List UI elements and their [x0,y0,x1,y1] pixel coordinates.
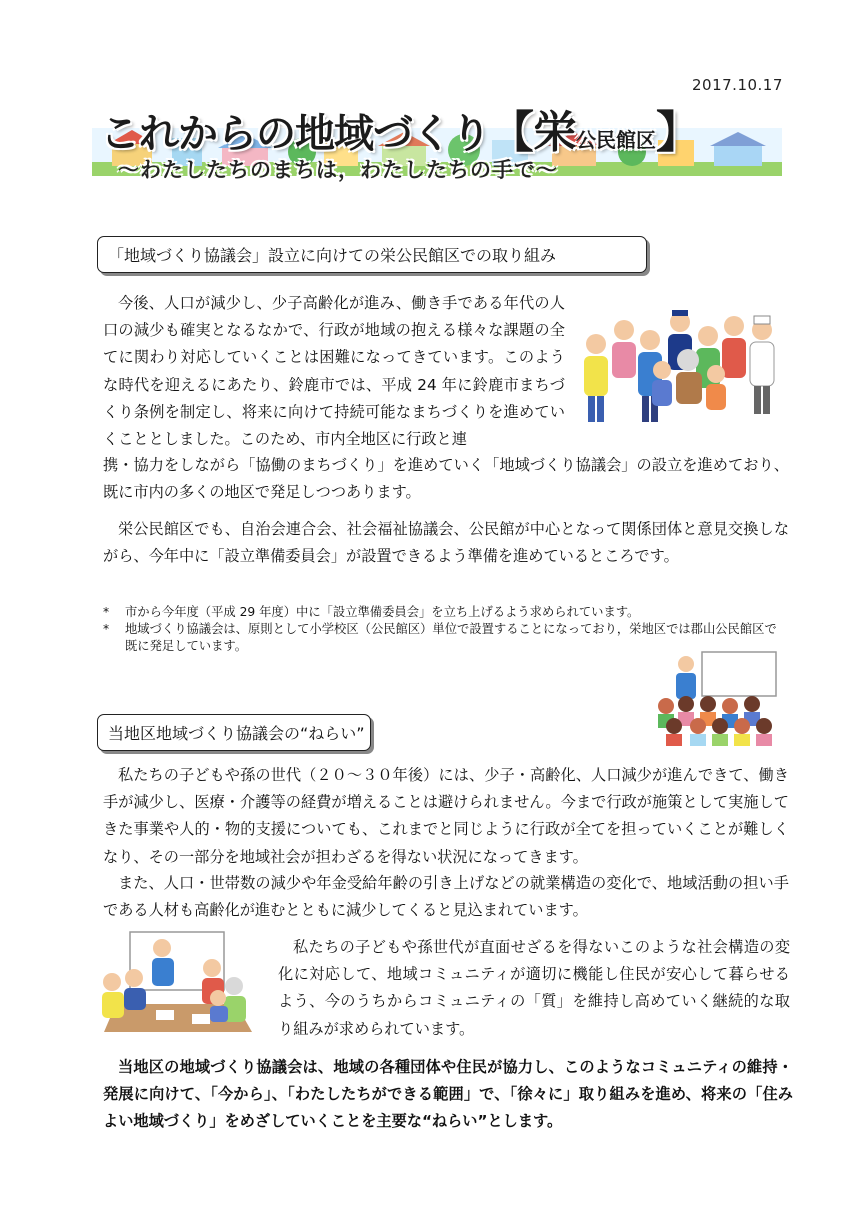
title-bracket-close: 】 [656,107,699,158]
footnotes [103,604,793,655]
title-kouminkan: 公民館区 [576,128,656,152]
title-sakae: 栄 [533,107,576,158]
footnote-mark: * [103,622,110,636]
footnote-1 [103,604,793,621]
section-heading-aim: 当地区地域づくり協議会の“ねらい” [97,714,371,751]
section1-paragraph-1: 今後、人口が減少し、少子高齢化が進み、働き手である年代の人口の減少も確実となるなかで、行政が地域の抱える様々な課題の全てに関わり対応していくことは困難になってきています。このような時代を迎えるにあたり、鈴鹿市では、平成 24 年に鈴鹿市まちづくり条例を制定し、将来に向けて持続可能なまちづくりを進めていくこととしました。このため、市内全地区に行政と連 [103,294,565,449]
footnote-text: 市から今年度（平成 29 年度）中に「設立準備委員会」を立ち上げるよう求められています。 [125,605,640,619]
section1-paragraph-1-continued: 携・協力をしながら「協働のまちづくり」を進めていく「地域づくり協議会」の設立を進めており、既に市内の多くの地区で発足しつつあります。 [103,456,789,502]
footnote-mark: * [103,605,110,619]
title-bracket-open: 【 [490,107,533,158]
footnote-text: 地域づくり協議会は、原則として小学校区（公民館区）単位で設置することになっており，栄地区では郡山公民館区で既に発足しています。 [125,622,777,653]
section2-paragraph-1: 私たちの子どもや孫の世代（２０～３０年後）には、少子・高齢化、人口減少が進んできて、働き手が減少し、医療・介護等の経費が増えることは避けられません。今まで行政が施策として実施してきた事業や人的・物的支援についても、これまでと同じように行政が全てを担っていくことが難しくなり、その一部分を地域社会が担わざるを得ない状況になってきます。 [103,766,789,866]
document-date: 2017.10.17 [692,76,783,94]
section2-paragraph-4-bold: 当地区の地域づくり協議会は、地域の各種団体や住民が協力し、このようなコミュニティの維持・発展に向けて、「今から」、「わたしたちができる範囲」で、「徐々に」取り組みを進め、将来の「住みよい地域づくり」をめざしていくことを主要な“ねらい”とします。 [103,1058,793,1131]
section-heading-establishment: 「地域づくり協議会」設立に向けての栄公民館区での取り組み [97,236,647,273]
title-main: これからの地域づくり [100,111,490,157]
meeting-illustration [96,930,260,1036]
page-title [100,96,699,160]
page-subtitle: ～わたしたちのまちは，わたしたちの手で～ [118,158,558,182]
section2-paragraph-2: また、人口・世帯数の減少や年金受給年齢の引き上げなどの就業構造の変化で、地域活動の担い手である人材も高齢化が進むとともに減少してくると見込まれています。 [103,874,789,920]
section2-paragraph-3: 私たちの子どもや孫世代が直面せざるを得ないこのような社会構造の変化に対応して、地域コミュニティが適切に機能し住民が安心して暮らせるよう、今のうちからコミュニティの「質」を維持し高めていく継続的な取り組みが求められています。 [278,938,790,1038]
lecture-audience-illustration [656,650,780,746]
section1-paragraph-2: 栄公民館区でも、自治会連合会、社会福祉協議会、公民館が中心となって関係団体と意見交換しながら、今年中に「設立準備委員会」が設置できるよう準備を進めているところです。 [103,520,789,566]
community-people-illustration [578,300,784,426]
